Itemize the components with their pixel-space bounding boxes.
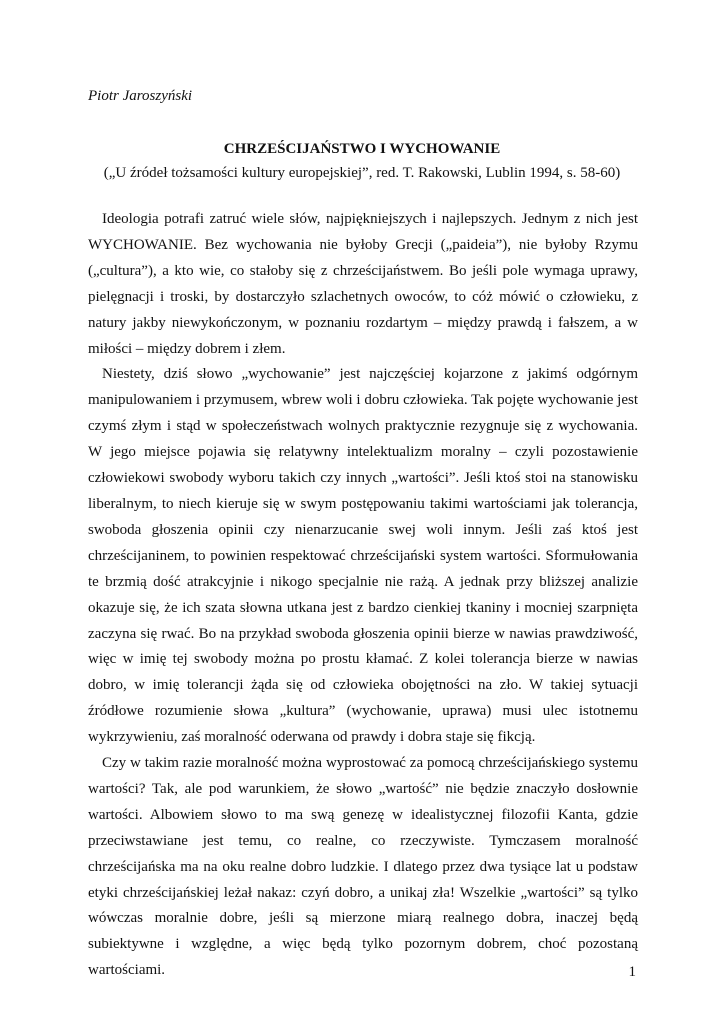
body-paragraph: Niestety, dziś słowo „wychowanie” jest najczęściej kojarzone z jakimś odgórnym manipulowaniem i przymusem, wbrew woli i dobru człowieka. Tak pojęte wychowanie jest czymś złym i stąd w społeczeństwach wolnych praktycznie rezygnuje się z wychowania. W jego miejsce pojawia się relatywny intelektualizm moralny – czyli pozostawienie człowiekowi swobody wyboru takich czy innych „wartości”. Jeśli ktoś stoi na stanowisku liberalnym, to niech kieruje się w swym postępowaniu takimi wartościami jak tolerancja, swoboda głoszenia opinii czy nienarzucanie swej woli innym. Jeśli zaś ktoś jest chrześcijaninem, to powinien respektować chrześcijański system wartości. Sformułowania te brzmią dość atrakcyjnie i nikogo specjalnie nie rażą. A jednak przy bliższej analizie okazuje się, że ich szata słowna utkana jest z bardzo cienkiej tkaniny i mocniej szarpnięta zaczyna się rwać. Bo na przykład swoboda głoszenia opinii bierze w nawias prawdziwość, więc w imię tej swobody można po prostu kłamać. Z kolei tolerancja bierze w nawias dobro, w imię tolerancji żąda się od człowieka obojętności na zło. W takiej sytuacji źródłowe rozumienie słowa „kultura” (wychowanie, uprawa) musi ulec istotnemu wykrzywieniu, zaś moralność oderwana od prawdy i dobra staje się fikcją. xyxy=(88,366,638,746)
author-name: Piotr Jaroszyński xyxy=(88,88,193,104)
body-paragraph: Ideologia potrafi zatruć wiele słów, najpiękniejszych i najlepszych. Jednym z nich jest WYCHOWANIE. Bez wychowania nie byłoby Grecji („paideia”), nie byłoby Rzymu („cultura”), a kto wie, co stałoby się z chrześcijaństwem. Bo jeśli pole wymaga uprawy, pielęgnacji i troski, by dostarczyło szlachetnych owoców, to cóż mówić o człowieku, z natury jakby niewykończonym, w poznaniu rozdartym – między prawdą i fałszem, a w miłości – między dobrem i złem. xyxy=(88,211,638,357)
body-paragraph: Czy w takim razie moralność można wyprostować za pomocą chrześcijańskiego systemu wartości? Tak, ale pod warunkiem, że słowo „wartość” nie będzie znaczyło dosłownie wartości. Albowiem słowo to ma swą genezę w idealistycznej filozofii Kanta, gdzie przeciwstawiane jest temu, co realne, co rzeczywiste. Tymczasem moralność chrześcijańska ma na oku realne dobro ludzkie. I dlatego przez dwa tysiące lat u podstaw etyki chrześcijańskiej leżał nakaz: czyń dobro, a unikaj zła! Wszelkie „wartości” są tylko wówczas moralnie dobre, jeśli są mierzone miarą realnego dobra, inaczej będą subiektywne i względne, a więc będą tylko pozornym dobrem, choć pozostaną wartościami. xyxy=(88,755,638,979)
source-citation: („U źródeł tożsamości kultury europejskiej”, red. T. Rakowski, Lublin 1994, s. 58-60) xyxy=(103,165,621,181)
page-number: 1 xyxy=(628,964,636,980)
document-title: CHRZEŚCIJAŃSTWO I WYCHOWANIE xyxy=(223,141,501,157)
document-body xyxy=(88,207,638,984)
